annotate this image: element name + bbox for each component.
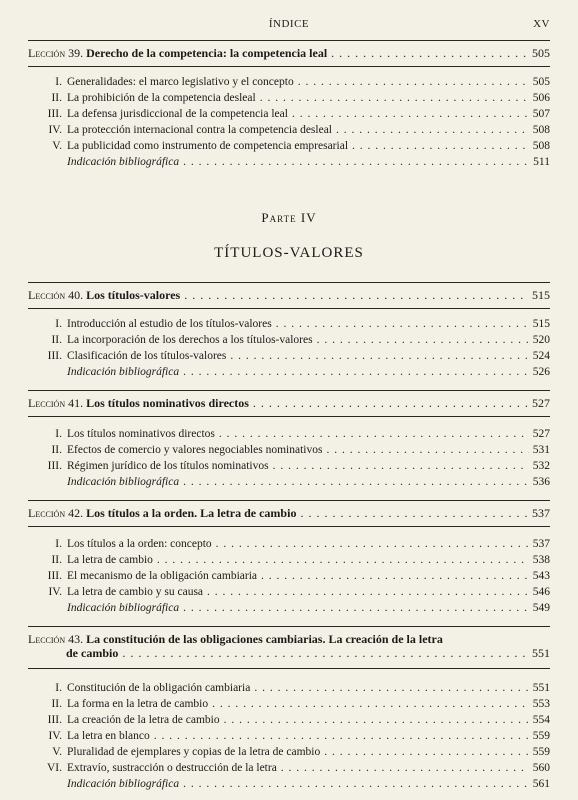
leader-dots: [216, 538, 529, 551]
item-page: 508: [532, 124, 550, 136]
item-number: II.: [51, 444, 62, 456]
toc-item: [28, 460, 550, 473]
leader-dots: [300, 506, 528, 520]
leader-dots: [224, 714, 529, 727]
item-page: 532: [532, 460, 550, 472]
item-number: III.: [47, 350, 62, 362]
toc-item: [28, 762, 550, 775]
lesson-page: 551: [532, 646, 550, 660]
divider: [28, 416, 550, 417]
item-page: 505: [532, 76, 550, 88]
lesson-title: Derecho de la competencia: la competencia leal: [86, 46, 328, 60]
toc-item: [28, 746, 550, 759]
lesson-prefix: Lección 42.: [28, 506, 84, 520]
leader-dots: [281, 762, 529, 775]
divider: [28, 282, 550, 283]
item-page: 538: [532, 554, 550, 566]
item-text: La defensa jurisdiccional de la competencia leal: [67, 108, 288, 120]
item-text: Pluralidad de ejemplares y copias de la letra de cambio: [67, 746, 321, 758]
item-page: 536: [532, 476, 550, 488]
leader-dots: [260, 92, 529, 105]
toc-item: [28, 92, 550, 105]
leader-dots: [154, 730, 529, 743]
leader-dots: [352, 140, 529, 153]
item-page: 524: [532, 350, 550, 362]
leader-dots: [331, 46, 528, 60]
item-text: Indicación bibliográfica: [67, 602, 180, 614]
item-text: La incorporación de los derechos a los títulos-valores: [67, 334, 313, 346]
item-page: 506: [532, 92, 550, 104]
item-page: 507: [532, 108, 550, 120]
part-title: TÍTULOS-VALORES: [214, 245, 364, 261]
lesson-page: 515: [532, 288, 550, 302]
item-text: La prohibición de la competencia desleal: [67, 92, 256, 104]
item-text: Régimen jurídico de los títulos nominativos: [67, 460, 269, 472]
leader-dots: [261, 570, 529, 583]
lesson-title-line-2: de cambio: [66, 646, 119, 660]
item-page: 511: [533, 156, 550, 168]
item-number: II.: [51, 554, 62, 566]
item-number: IV.: [48, 586, 62, 598]
lesson-43-heading: [28, 632, 550, 660]
toc-item: [28, 730, 550, 743]
item-number: I.: [55, 682, 62, 694]
toc-item: [28, 698, 550, 711]
item-text: Extravío, sustracción o destrucción de la letra: [67, 762, 277, 774]
toc-item: [28, 570, 550, 583]
lesson-page: 505: [532, 46, 550, 60]
leader-dots: [183, 602, 529, 615]
leader-dots: [230, 350, 528, 363]
toc-item: [28, 318, 550, 331]
divider: [28, 668, 550, 669]
leader-dots: [122, 646, 528, 660]
leader-dots: [157, 554, 529, 567]
item-text: La letra en blanco: [67, 730, 150, 742]
item-text: Constitución de la obligación cambiaria: [67, 682, 251, 694]
item-text: El mecanismo de la obligación cambiaria: [67, 570, 257, 582]
item-page: 554: [532, 714, 550, 726]
item-number: IV.: [48, 124, 62, 136]
leader-dots: [183, 476, 529, 489]
lesson-page: 537: [532, 506, 550, 520]
bibliography-item: [28, 476, 550, 489]
lesson-title: Los títulos-valores: [86, 288, 181, 302]
item-number: III.: [47, 460, 62, 472]
leader-dots: [207, 586, 529, 599]
header-page-number: XV: [533, 18, 550, 30]
item-number: II.: [51, 92, 62, 104]
toc-item: [28, 682, 550, 695]
lesson-page: 527: [532, 396, 550, 410]
item-page: 508: [532, 140, 550, 152]
item-text: Introducción al estudio de los títulos-valores: [67, 318, 272, 330]
item-page: 515: [532, 318, 550, 330]
lesson-42-heading: [28, 506, 550, 520]
item-text: La letra de cambio: [67, 554, 153, 566]
toc-item: [28, 538, 550, 551]
toc-item: [28, 428, 550, 441]
lesson-title: Los títulos a la orden. La letra de cambio: [86, 506, 297, 520]
item-number: V.: [52, 746, 62, 758]
leader-dots: [336, 124, 529, 137]
item-text: La forma en la letra de cambio: [67, 698, 209, 710]
lesson-39-heading: [28, 46, 550, 60]
item-text: Indicación bibliográfica: [67, 778, 180, 790]
divider: [28, 500, 550, 501]
toc-item: [28, 444, 550, 457]
item-text: Efectos de comercio y valores negociables nominativos: [67, 444, 323, 456]
leader-dots: [254, 682, 528, 695]
item-text: La publicidad como instrumento de competencia empresarial: [67, 140, 349, 152]
toc-item: [28, 334, 550, 347]
lesson-prefix: Lección 39.: [28, 46, 84, 60]
item-number: III.: [47, 714, 62, 726]
leader-dots: [253, 396, 528, 410]
item-page: 551: [532, 682, 550, 694]
item-number: VI.: [46, 762, 62, 774]
bibliography-item: [28, 366, 550, 379]
item-page: 561: [532, 778, 550, 790]
lesson-40-heading: [28, 288, 550, 302]
leader-dots: [276, 318, 529, 331]
item-page: 527: [532, 428, 550, 440]
leader-dots: [212, 698, 529, 711]
item-number: III.: [47, 570, 62, 582]
item-text: Indicación bibliográfica: [67, 366, 180, 378]
item-number: IV.: [48, 730, 62, 742]
item-number: I.: [55, 318, 62, 330]
item-text: Indicación bibliográfica: [67, 476, 180, 488]
item-page: 546: [532, 586, 550, 598]
leader-dots: [324, 746, 529, 759]
divider: [28, 526, 550, 527]
item-number: II.: [51, 698, 62, 710]
divider: [28, 626, 550, 627]
bibliography-item: [28, 602, 550, 615]
toc-item: [28, 108, 550, 121]
item-number: V.: [52, 140, 62, 152]
leader-dots: [219, 428, 529, 441]
leader-dots: [183, 366, 529, 379]
leader-dots: [298, 76, 529, 89]
lesson-41-heading: [28, 396, 550, 410]
bibliography-item: [28, 778, 550, 791]
divider: [28, 66, 550, 67]
divider: [28, 390, 550, 391]
toc-item: [28, 554, 550, 567]
item-text: Los títulos a la orden: concepto: [67, 538, 212, 550]
item-text: Generalidades: el marco legislativo y el concepto: [67, 76, 294, 88]
leader-dots: [317, 334, 529, 347]
toc-item: [28, 714, 550, 727]
lesson-prefix: Lección 41.: [28, 396, 84, 410]
header-title: ÍNDICE: [268, 18, 310, 30]
toc-item: [28, 76, 550, 89]
divider: [28, 40, 550, 41]
item-text: Clasificación de los títulos-valores: [67, 350, 227, 362]
item-page: 560: [532, 762, 550, 774]
lesson-prefix: Lección 43.: [28, 632, 84, 646]
leader-dots: [326, 444, 528, 457]
item-text: La creación de la letra de cambio: [67, 714, 220, 726]
item-page: 559: [532, 730, 550, 742]
bibliography-item: [28, 156, 550, 169]
toc-item: [28, 350, 550, 363]
item-number: II.: [51, 334, 62, 346]
item-text: Indicación bibliográfica: [67, 156, 180, 168]
leader-dots: [292, 108, 529, 121]
item-number: I.: [55, 428, 62, 440]
leader-dots: [183, 156, 529, 169]
lesson-prefix: Lección 40.: [28, 288, 84, 302]
lesson-title: Los títulos nominativos directos: [86, 396, 249, 410]
item-page: 537: [532, 538, 550, 550]
item-text: Los títulos nominativos directos: [67, 428, 215, 440]
item-page: 559: [532, 746, 550, 758]
part-label: Parte IV: [261, 210, 317, 225]
item-text: La protección internacional contra la competencia desleal: [67, 124, 333, 136]
item-page: 526: [532, 366, 550, 378]
toc-item: [28, 140, 550, 153]
lesson-title-line-1: La constitución de las obligaciones cambiarias. La creación de la letra: [86, 632, 443, 646]
item-text: La letra de cambio y su causa: [67, 586, 204, 598]
item-page: 553: [532, 698, 550, 710]
item-page: 520: [532, 334, 550, 346]
leader-dots: [273, 460, 529, 473]
leader-dots: [183, 778, 529, 791]
item-page: 531: [532, 444, 550, 456]
item-number: III.: [47, 108, 62, 120]
toc-item: [28, 124, 550, 137]
item-number: I.: [55, 538, 62, 550]
toc-item: [28, 586, 550, 599]
item-number: I.: [55, 76, 62, 88]
divider: [28, 308, 550, 309]
item-page: 549: [532, 602, 550, 614]
leader-dots: [184, 288, 528, 302]
item-page: 543: [532, 570, 550, 582]
